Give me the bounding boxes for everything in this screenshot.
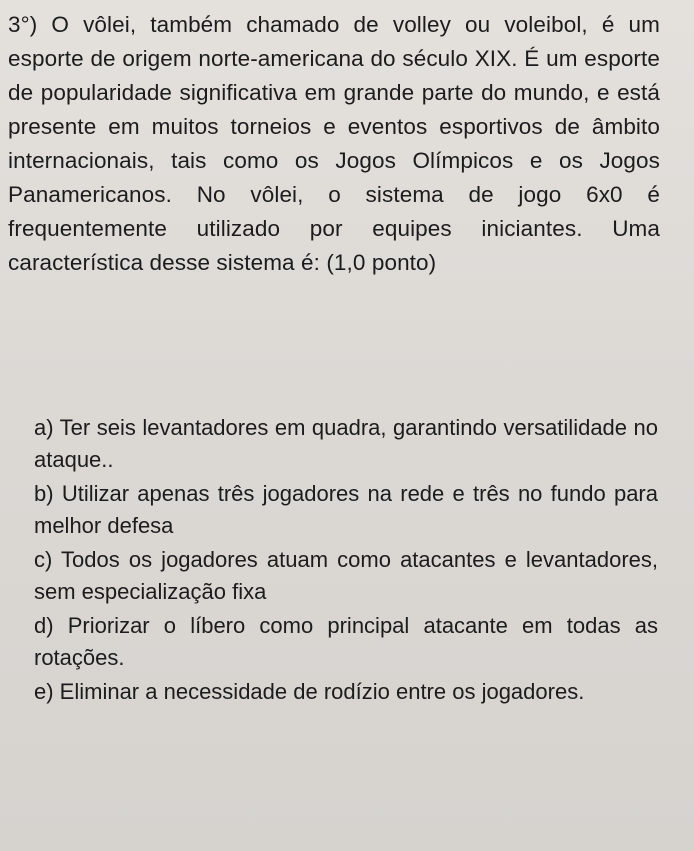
answer-options: [34, 412, 658, 708]
option-b: b) Utilizar apenas três jogadores na rede e três no fundo para melhor defesa: [34, 481, 658, 538]
option-c: c) Todos os jogadores atuam como atacantes e levantadores, sem especialização fixa: [34, 547, 658, 604]
question-number: 3°): [8, 12, 38, 37]
question-body: O vôlei, também chamado de volley ou voleibol, é um esporte de origem norte-americana do século XIX. É um esporte de popularidade significativa em grande parte do mundo, e está presente em muitos torneios e eventos esportivos de âmbito internacionais, tais como os Jogos Olímpicos e os Jogos Panamericanos. No vôlei, o sistema de jogo 6x0 é frequentemente utilizado por equipes iniciantes. Uma característica desse sistema é: (1,0 ponto): [8, 12, 660, 275]
option-e: e) Eliminar a necessidade de rodízio entre os jogadores.: [34, 679, 585, 704]
question-text: [8, 8, 660, 280]
option-d: d) Priorizar o líbero como principal atacante em todas as rotações.: [34, 613, 658, 670]
option-a: a) Ter seis levantadores em quadra, garantindo versatilidade no ataque..: [34, 415, 658, 472]
